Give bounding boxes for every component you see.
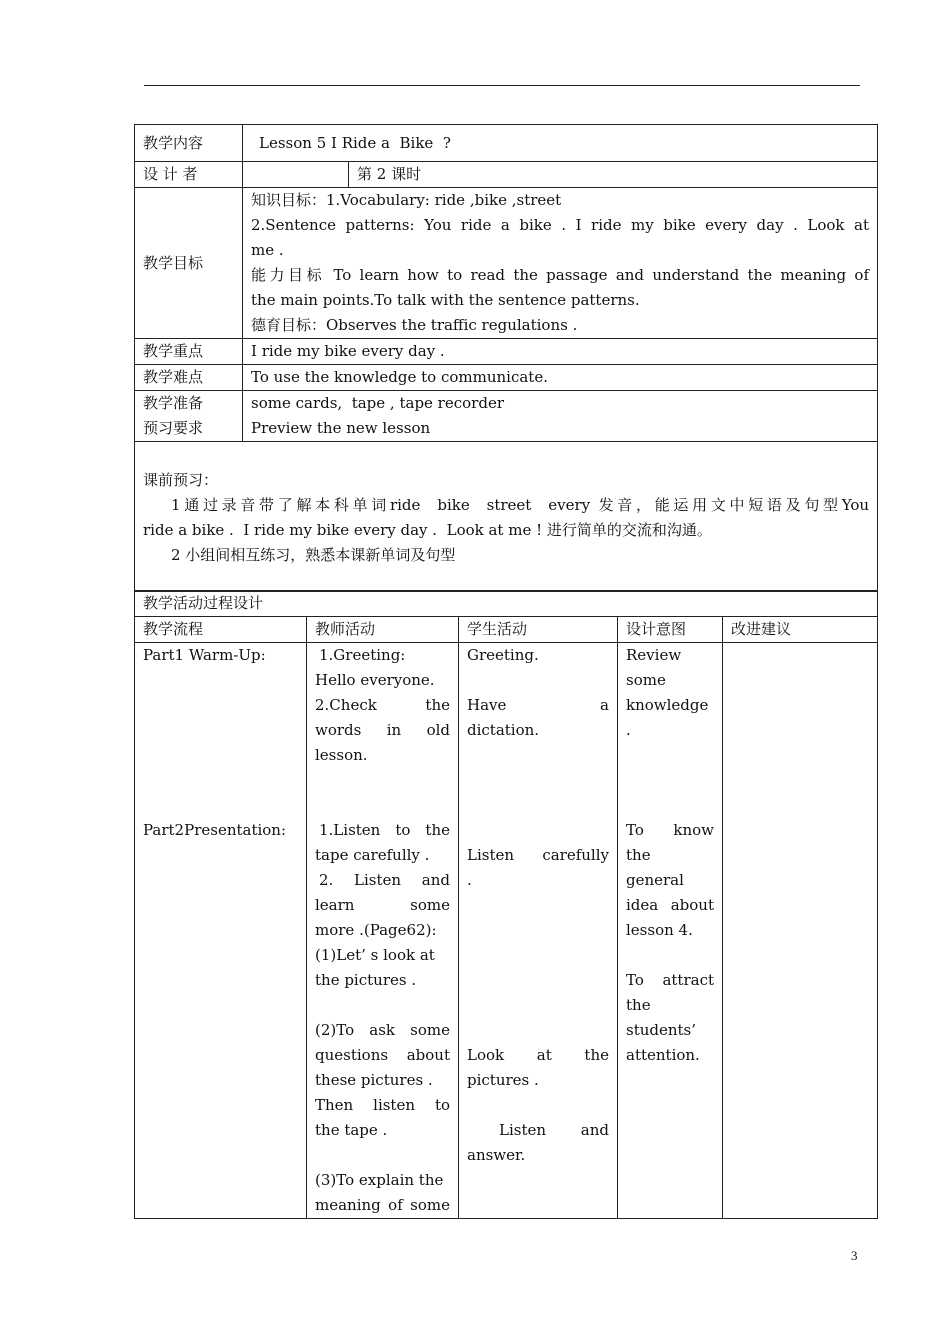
teacher-activity-cell: [307, 643, 459, 1219]
teacher-line: 2.Check the: [315, 696, 450, 714]
intent-line: lesson 4.: [626, 921, 693, 939]
intent-line: To know: [626, 821, 714, 839]
column-header: 改进建议: [723, 617, 878, 643]
flow-step: Part1 Warm-Up:: [143, 646, 266, 664]
intent-line: general: [626, 871, 684, 889]
intent-line: students’: [626, 1021, 697, 1039]
preparation-value: some cards, tape , tape recorder: [251, 394, 504, 412]
objective-line: 能力目标 To learn how to read the passage and understand the meaning of: [251, 266, 870, 284]
header-rule: [144, 85, 860, 86]
objectives-label: 教学目标: [135, 188, 243, 339]
teacher-line: these pictures .: [315, 1071, 433, 1089]
student-line: Listen and: [499, 1121, 609, 1139]
intent-line: Review: [626, 646, 682, 664]
student-line: Listen carefully: [467, 846, 609, 864]
preview-line: 1通过录音带了解本科单词ride bike street every 发音，能运用文中短语及句型You: [171, 496, 870, 514]
student-line: Greeting.: [467, 646, 539, 664]
teacher-line: lesson.: [315, 746, 368, 764]
student-line: dictation.: [467, 721, 540, 739]
teacher-line: the pictures .: [315, 971, 417, 989]
teacher-line: 1.Listen to the: [319, 821, 450, 839]
preview-section: [135, 442, 878, 592]
intent-line: .: [626, 721, 631, 739]
preview-req-label: 预习要求: [143, 419, 204, 437]
title-label: 教学内容: [135, 125, 243, 162]
process-table: [134, 590, 878, 1219]
column-header: 学生活动: [459, 617, 618, 643]
teacher-line: (3)To explain the: [315, 1171, 444, 1189]
process-title: 教学活动过程设计: [135, 591, 878, 617]
key-point-label: 教学重点: [135, 339, 243, 365]
intent-line: idea about: [626, 896, 714, 914]
intent-line: knowledge: [626, 696, 709, 714]
column-header: 设计意图: [618, 617, 723, 643]
student-line: Have a: [467, 696, 609, 714]
flow-cell: [135, 643, 307, 1219]
preparation-values: [243, 391, 878, 442]
intent-line: the: [626, 846, 651, 864]
preparation-labels: [135, 391, 243, 442]
preparation-label: 教学准备: [143, 394, 204, 412]
preview-line: ride a bike . I ride my bike every day . Look at me ! 进行简单的交流和沟通。: [143, 521, 712, 539]
objective-line: 知识目标：1.Vocabulary: ride ,bike ,street: [251, 191, 562, 209]
intent-line: the: [626, 996, 651, 1014]
designer-label: 设 计 者: [135, 162, 243, 188]
key-point-value: I ride my bike every day .: [243, 339, 878, 365]
objective-line: 德育目标：Observes the traffic regulations .: [251, 316, 578, 334]
column-header: 教师活动: [307, 617, 459, 643]
title-value: Lesson 5 I Ride a Bike ?: [243, 125, 878, 162]
objective-line: 2.Sentence patterns: You ride a bike . I ride my bike every day . Look at: [251, 216, 870, 234]
intent-line: some: [626, 671, 666, 689]
preview-heading: 课前预习：: [143, 471, 219, 489]
teacher-line: (1)Let’ s look at: [315, 946, 435, 964]
teacher-line: meaning of some: [315, 1196, 450, 1214]
objectives-content: [243, 188, 878, 339]
student-line: pictures .: [467, 1071, 539, 1089]
difficult-point-label: 教学难点: [135, 365, 243, 391]
student-line: answer.: [467, 1146, 526, 1164]
lesson-info-table: [134, 124, 878, 592]
flow-step: Part2Presentation:: [143, 821, 287, 839]
preview-req-value: Preview the new lesson: [251, 419, 431, 437]
student-line: .: [467, 871, 472, 889]
teacher-line: more .(Page62):: [315, 921, 437, 939]
teacher-line: the tape .: [315, 1121, 388, 1139]
teacher-line: Then listen to: [315, 1096, 450, 1114]
teacher-line: 2. Listen and: [319, 871, 450, 889]
teacher-line: words in old: [315, 721, 450, 739]
objective-line: the main points.To talk with the sentence patterns.: [251, 291, 640, 309]
difficult-point-value: To use the knowledge to communicate.: [243, 365, 878, 391]
objective-line: me .: [251, 241, 284, 259]
teacher-line: Hello everyone.: [315, 671, 435, 689]
teacher-line: 1.Greeting:: [319, 646, 406, 664]
period-value: 第 2 课时: [349, 162, 878, 188]
column-header: 教学流程: [135, 617, 307, 643]
intent-line: To attract: [626, 971, 714, 989]
teacher-line: questions about: [315, 1046, 450, 1064]
design-intent-cell: [618, 643, 723, 1219]
teacher-line: tape carefully .: [315, 846, 430, 864]
designer-value: [243, 162, 349, 188]
preview-line: 2 小组间相互练习，熟悉本课新单词及句型: [171, 546, 456, 564]
teacher-line: learn some: [315, 896, 450, 914]
student-line: Look at the: [467, 1046, 609, 1064]
intent-line: attention.: [626, 1046, 700, 1064]
page-number: 3: [851, 1248, 858, 1263]
student-activity-cell: [459, 643, 618, 1219]
teacher-line: (2)To ask some: [315, 1021, 450, 1039]
improvement-cell: [723, 643, 878, 1219]
